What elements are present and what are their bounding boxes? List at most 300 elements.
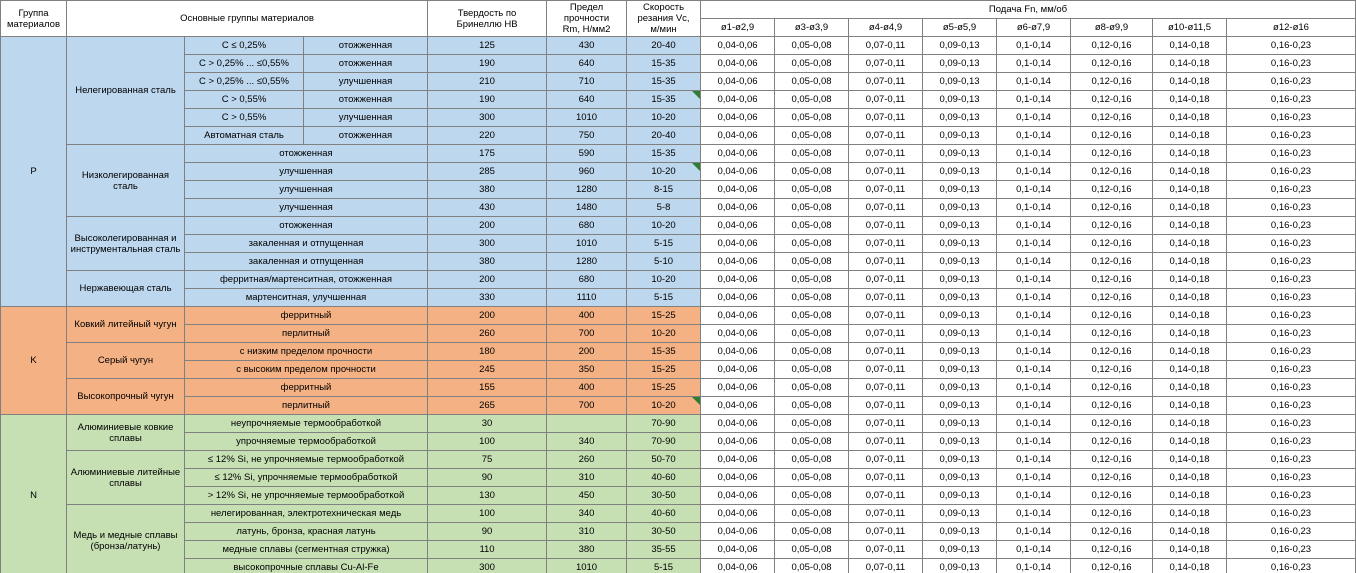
- brinell-hardness-value: 200: [428, 307, 547, 325]
- feed-value-col-2: 0,05-0,08: [775, 163, 849, 181]
- feed-value-col-2: 0,05-0,08: [775, 235, 849, 253]
- feed-value-col-6: 0,12-0,16: [1071, 109, 1153, 127]
- feed-value-col-3: 0,07-0,11: [849, 397, 923, 415]
- material-condition-secondary: отожженная: [304, 127, 428, 145]
- feed-value-col-4: 0,09-0,13: [923, 487, 997, 505]
- cutting-speed-value: 5-8: [627, 199, 701, 217]
- cutting-speed-value: 35-55: [627, 541, 701, 559]
- feed-value-col-5: 0,1-0,14: [997, 523, 1071, 541]
- cutting-speed-value: 70-90: [627, 415, 701, 433]
- feed-value-col-2: 0,05-0,08: [775, 307, 849, 325]
- feed-value-col-4: 0,09-0,13: [923, 73, 997, 91]
- feed-value-col-6: 0,12-0,16: [1071, 271, 1153, 289]
- feed-value-col-6: 0,12-0,16: [1071, 415, 1153, 433]
- feed-value-col-2: 0,05-0,08: [775, 199, 849, 217]
- feed-value-col-7: 0,14-0,18: [1153, 523, 1227, 541]
- feed-value-col-2: 0,05-0,08: [775, 559, 849, 573]
- feed-value-col-1: 0,04-0,06: [701, 433, 775, 451]
- feed-value-col-5: 0,1-0,14: [997, 145, 1071, 163]
- header-tensile-strength: [547, 1, 627, 37]
- table-row: [1, 559, 1356, 573]
- table-row: [1, 325, 1356, 343]
- feed-value-col-4: 0,09-0,13: [923, 307, 997, 325]
- table-row: [1, 469, 1356, 487]
- feed-value-col-7: 0,14-0,18: [1153, 469, 1227, 487]
- tensile-strength-value: 200: [547, 343, 627, 361]
- material-subgroup-name: Нержавеющая сталь: [67, 271, 185, 307]
- feed-value-col-2: 0,05-0,08: [775, 433, 849, 451]
- material-condition-primary: C ≤ 0,25%: [185, 37, 304, 55]
- feed-value-col-1: 0,04-0,06: [701, 541, 775, 559]
- feed-value-col-3: 0,07-0,11: [849, 109, 923, 127]
- feed-value-col-4: 0,09-0,13: [923, 451, 997, 469]
- table-row: [1, 145, 1356, 163]
- feed-value-col-5: 0,1-0,14: [997, 217, 1071, 235]
- brinell-hardness-value: 300: [428, 235, 547, 253]
- feed-value-col-8: 0,16-0,23: [1227, 523, 1356, 541]
- tensile-strength-value: 400: [547, 379, 627, 397]
- material-condition-primary: закаленная и отпущенная: [185, 253, 428, 271]
- feed-value-col-4: 0,09-0,13: [923, 523, 997, 541]
- table-row: [1, 433, 1356, 451]
- material-condition-secondary: отожженная: [304, 55, 428, 73]
- feed-value-col-5: 0,1-0,14: [997, 469, 1071, 487]
- feed-value-col-3: 0,07-0,11: [849, 343, 923, 361]
- brinell-hardness-value: 285: [428, 163, 547, 181]
- table-row: [1, 181, 1356, 199]
- tensile-strength-value: 350: [547, 361, 627, 379]
- header-material-group-line1: Группа: [18, 7, 49, 19]
- feed-value-col-3: 0,07-0,11: [849, 415, 923, 433]
- feed-value-col-8: 0,16-0,23: [1227, 559, 1356, 573]
- brinell-hardness-value: 130: [428, 487, 547, 505]
- feed-value-col-1: 0,04-0,06: [701, 127, 775, 145]
- feed-value-col-4: 0,09-0,13: [923, 505, 997, 523]
- feed-value-col-1: 0,04-0,06: [701, 37, 775, 55]
- feed-value-col-4: 0,09-0,13: [923, 325, 997, 343]
- feed-value-col-1: 0,04-0,06: [701, 469, 775, 487]
- brinell-hardness-value: 220: [428, 127, 547, 145]
- cutting-speed-value: 70-90: [627, 433, 701, 451]
- table-row: [1, 217, 1356, 235]
- material-condition-primary: перлитный: [185, 397, 428, 415]
- brinell-hardness-value: 300: [428, 559, 547, 573]
- cutting-speed-value: 15-35: [627, 91, 701, 109]
- feed-value-col-3: 0,07-0,11: [849, 181, 923, 199]
- feed-value-col-2: 0,05-0,08: [775, 361, 849, 379]
- feed-value-col-4: 0,09-0,13: [923, 433, 997, 451]
- feed-value-col-3: 0,07-0,11: [849, 271, 923, 289]
- header-feed-col-7: ø10-ø11,5: [1153, 19, 1227, 37]
- material-condition-secondary: отожженная: [304, 37, 428, 55]
- cutting-speed-value: 10-20: [627, 397, 701, 415]
- feed-value-col-6: 0,12-0,16: [1071, 37, 1153, 55]
- feed-value-col-6: 0,12-0,16: [1071, 217, 1153, 235]
- tensile-strength-value: 1010: [547, 109, 627, 127]
- feed-value-col-8: 0,16-0,23: [1227, 271, 1356, 289]
- feed-value-col-5: 0,1-0,14: [997, 307, 1071, 325]
- feed-value-col-8: 0,16-0,23: [1227, 199, 1356, 217]
- table-row: [1, 505, 1356, 523]
- table-row: [1, 487, 1356, 505]
- feed-value-col-4: 0,09-0,13: [923, 469, 997, 487]
- material-condition-primary: ферритный: [185, 379, 428, 397]
- feed-value-col-1: 0,04-0,06: [701, 307, 775, 325]
- feed-value-col-7: 0,14-0,18: [1153, 559, 1227, 573]
- table-row: [1, 541, 1356, 559]
- feed-value-col-1: 0,04-0,06: [701, 55, 775, 73]
- material-condition-primary: с низким пределом прочности: [185, 343, 428, 361]
- header-cutting-speed: [627, 1, 701, 37]
- feed-value-col-5: 0,1-0,14: [997, 361, 1071, 379]
- cutting-speed-value: 15-25: [627, 307, 701, 325]
- brinell-hardness-value: 380: [428, 181, 547, 199]
- feed-value-col-6: 0,12-0,16: [1071, 541, 1153, 559]
- feed-value-col-7: 0,14-0,18: [1153, 199, 1227, 217]
- feed-value-col-5: 0,1-0,14: [997, 37, 1071, 55]
- feed-value-col-3: 0,07-0,11: [849, 361, 923, 379]
- feed-value-col-3: 0,07-0,11: [849, 145, 923, 163]
- feed-value-col-5: 0,1-0,14: [997, 325, 1071, 343]
- table-row: [1, 91, 1356, 109]
- feed-value-col-7: 0,14-0,18: [1153, 325, 1227, 343]
- tensile-strength-value: 750: [547, 127, 627, 145]
- material-condition-primary: ферритная/мартенситная, отожженная: [185, 271, 428, 289]
- feed-value-col-1: 0,04-0,06: [701, 73, 775, 91]
- feed-value-col-6: 0,12-0,16: [1071, 289, 1153, 307]
- feed-value-col-2: 0,05-0,08: [775, 253, 849, 271]
- cutting-speed-value: 15-35: [627, 55, 701, 73]
- feed-value-col-5: 0,1-0,14: [997, 289, 1071, 307]
- cutting-speed-value: 10-20: [627, 217, 701, 235]
- feed-value-col-8: 0,16-0,23: [1227, 433, 1356, 451]
- feed-value-col-6: 0,12-0,16: [1071, 235, 1153, 253]
- brinell-hardness-value: 200: [428, 271, 547, 289]
- feed-value-col-1: 0,04-0,06: [701, 325, 775, 343]
- table-row: [1, 271, 1356, 289]
- header-vc-line1: Скорость: [643, 2, 685, 13]
- material-condition-primary: C > 0,55%: [185, 91, 304, 109]
- feed-value-col-8: 0,16-0,23: [1227, 415, 1356, 433]
- feed-value-col-2: 0,05-0,08: [775, 145, 849, 163]
- feed-value-col-4: 0,09-0,13: [923, 289, 997, 307]
- header-feed-col-8: ø12-ø16: [1227, 19, 1356, 37]
- cutting-speed-value: 15-35: [627, 343, 701, 361]
- tensile-strength-value: 710: [547, 73, 627, 91]
- cutting-speed-value: 15-35: [627, 73, 701, 91]
- brinell-hardness-value: 175: [428, 145, 547, 163]
- material-subgroup-name: Высоколегированная и инструментальная сталь: [67, 217, 185, 271]
- material-subgroup-name: Серый чугун: [67, 343, 185, 379]
- material-condition-primary: перлитный: [185, 325, 428, 343]
- feed-value-col-2: 0,05-0,08: [775, 397, 849, 415]
- cutting-speed-value: 15-25: [627, 361, 701, 379]
- material-subgroup-name: Медь и медные сплавы (бронза/латунь): [67, 505, 185, 573]
- feed-value-col-7: 0,14-0,18: [1153, 451, 1227, 469]
- feed-value-col-2: 0,05-0,08: [775, 469, 849, 487]
- feed-value-col-2: 0,05-0,08: [775, 271, 849, 289]
- feed-value-col-4: 0,09-0,13: [923, 271, 997, 289]
- feed-value-col-6: 0,12-0,16: [1071, 523, 1153, 541]
- feed-value-col-5: 0,1-0,14: [997, 505, 1071, 523]
- table-row: [1, 451, 1356, 469]
- feed-value-col-8: 0,16-0,23: [1227, 379, 1356, 397]
- feed-value-col-6: 0,12-0,16: [1071, 559, 1153, 573]
- feed-value-col-5: 0,1-0,14: [997, 55, 1071, 73]
- feed-value-col-8: 0,16-0,23: [1227, 451, 1356, 469]
- feed-value-col-3: 0,07-0,11: [849, 289, 923, 307]
- tensile-strength-value: 700: [547, 397, 627, 415]
- feed-value-col-8: 0,16-0,23: [1227, 397, 1356, 415]
- feed-value-col-2: 0,05-0,08: [775, 37, 849, 55]
- feed-value-col-7: 0,14-0,18: [1153, 433, 1227, 451]
- feed-value-col-6: 0,12-0,16: [1071, 397, 1153, 415]
- feed-value-col-7: 0,14-0,18: [1153, 307, 1227, 325]
- header-rm-line2: прочности: [563, 13, 610, 24]
- feed-value-col-3: 0,07-0,11: [849, 235, 923, 253]
- tensile-strength-value: 260: [547, 451, 627, 469]
- cutting-speed-value: 30-50: [627, 523, 701, 541]
- feed-value-col-8: 0,16-0,23: [1227, 91, 1356, 109]
- table-row: [1, 73, 1356, 91]
- material-condition-primary: улучшенная: [185, 163, 428, 181]
- material-condition-primary: C > 0,25% ... ≤0,55%: [185, 73, 304, 91]
- feed-value-col-7: 0,14-0,18: [1153, 181, 1227, 199]
- feed-value-col-4: 0,09-0,13: [923, 217, 997, 235]
- table-row: [1, 235, 1356, 253]
- feed-value-col-1: 0,04-0,06: [701, 91, 775, 109]
- material-subgroup-name: Ковкий литейный чугун: [67, 307, 185, 343]
- header-feed-col-4: ø5-ø5,9: [923, 19, 997, 37]
- feed-value-col-4: 0,09-0,13: [923, 343, 997, 361]
- cutting-speed-value: 20-40: [627, 127, 701, 145]
- brinell-hardness-value: 180: [428, 343, 547, 361]
- feed-value-col-8: 0,16-0,23: [1227, 73, 1356, 91]
- feed-value-col-3: 0,07-0,11: [849, 37, 923, 55]
- cutting-speed-value: 40-60: [627, 505, 701, 523]
- feed-value-col-3: 0,07-0,11: [849, 325, 923, 343]
- feed-value-col-6: 0,12-0,16: [1071, 343, 1153, 361]
- feed-value-col-2: 0,05-0,08: [775, 55, 849, 73]
- feed-value-col-2: 0,05-0,08: [775, 415, 849, 433]
- feed-value-col-6: 0,12-0,16: [1071, 361, 1153, 379]
- material-condition-secondary: улучшенная: [304, 73, 428, 91]
- feed-value-col-1: 0,04-0,06: [701, 271, 775, 289]
- header-feed-col-5: ø6-ø7,9: [997, 19, 1071, 37]
- feed-value-col-6: 0,12-0,16: [1071, 469, 1153, 487]
- feed-value-col-2: 0,05-0,08: [775, 451, 849, 469]
- feed-value-col-6: 0,12-0,16: [1071, 325, 1153, 343]
- tensile-strength-value: 1010: [547, 559, 627, 573]
- feed-value-col-7: 0,14-0,18: [1153, 361, 1227, 379]
- brinell-hardness-value: 200: [428, 217, 547, 235]
- material-condition-primary: латунь, бронза, красная латунь: [185, 523, 428, 541]
- material-condition-primary: закаленная и отпущенная: [185, 235, 428, 253]
- brinell-hardness-value: 300: [428, 109, 547, 127]
- brinell-hardness-value: 210: [428, 73, 547, 91]
- feed-value-col-7: 0,14-0,18: [1153, 271, 1227, 289]
- feed-value-col-2: 0,05-0,08: [775, 91, 849, 109]
- feed-value-col-8: 0,16-0,23: [1227, 127, 1356, 145]
- cutting-speed-value: 10-20: [627, 271, 701, 289]
- feed-value-col-4: 0,09-0,13: [923, 109, 997, 127]
- material-condition-primary: > 12% Si, не упрочняемые термообработкой: [185, 487, 428, 505]
- feed-value-col-8: 0,16-0,23: [1227, 109, 1356, 127]
- tensile-strength-value: 1480: [547, 199, 627, 217]
- feed-value-col-1: 0,04-0,06: [701, 109, 775, 127]
- brinell-hardness-value: 430: [428, 199, 547, 217]
- tensile-strength-value: 1280: [547, 181, 627, 199]
- feed-value-col-2: 0,05-0,08: [775, 289, 849, 307]
- feed-value-col-1: 0,04-0,06: [701, 523, 775, 541]
- feed-value-col-3: 0,07-0,11: [849, 451, 923, 469]
- material-condition-primary: упрочняемые термообработкой: [185, 433, 428, 451]
- feed-value-col-3: 0,07-0,11: [849, 487, 923, 505]
- tensile-strength-value: 430: [547, 37, 627, 55]
- brinell-hardness-value: 125: [428, 37, 547, 55]
- feed-value-col-4: 0,09-0,13: [923, 145, 997, 163]
- tensile-strength-value: 680: [547, 217, 627, 235]
- feed-value-col-2: 0,05-0,08: [775, 325, 849, 343]
- feed-value-col-8: 0,16-0,23: [1227, 469, 1356, 487]
- feed-value-col-3: 0,07-0,11: [849, 559, 923, 573]
- cutting-speed-value: 15-35: [627, 145, 701, 163]
- feed-value-col-6: 0,12-0,16: [1071, 199, 1153, 217]
- feed-value-col-1: 0,04-0,06: [701, 235, 775, 253]
- cutting-speed-value: 8-15: [627, 181, 701, 199]
- feed-value-col-7: 0,14-0,18: [1153, 55, 1227, 73]
- tensile-strength-value: 700: [547, 325, 627, 343]
- feed-value-col-6: 0,12-0,16: [1071, 505, 1153, 523]
- brinell-hardness-value: 190: [428, 55, 547, 73]
- feed-value-col-7: 0,14-0,18: [1153, 415, 1227, 433]
- feed-value-col-7: 0,14-0,18: [1153, 487, 1227, 505]
- feed-value-col-4: 0,09-0,13: [923, 235, 997, 253]
- feed-value-col-7: 0,14-0,18: [1153, 37, 1227, 55]
- feed-value-col-2: 0,05-0,08: [775, 523, 849, 541]
- feed-value-col-4: 0,09-0,13: [923, 397, 997, 415]
- table-row: [1, 397, 1356, 415]
- feed-value-col-3: 0,07-0,11: [849, 199, 923, 217]
- feed-value-col-5: 0,1-0,14: [997, 559, 1071, 573]
- material-subgroup-name: Алюминиевые литейные сплавы: [67, 451, 185, 505]
- material-subgroup-name: Нелегированная сталь: [67, 37, 185, 145]
- feed-value-col-8: 0,16-0,23: [1227, 163, 1356, 181]
- feed-value-col-6: 0,12-0,16: [1071, 433, 1153, 451]
- feed-value-col-6: 0,12-0,16: [1071, 55, 1153, 73]
- feed-value-col-5: 0,1-0,14: [997, 415, 1071, 433]
- feed-value-col-5: 0,1-0,14: [997, 163, 1071, 181]
- feed-value-col-5: 0,1-0,14: [997, 271, 1071, 289]
- cutting-speed-value: 5-15: [627, 289, 701, 307]
- tensile-strength-value: 340: [547, 433, 627, 451]
- feed-value-col-2: 0,05-0,08: [775, 73, 849, 91]
- table-body: [1, 37, 1356, 573]
- feed-value-col-1: 0,04-0,06: [701, 253, 775, 271]
- feed-value-col-8: 0,16-0,23: [1227, 361, 1356, 379]
- material-condition-primary: мартенситная, улучшенная: [185, 289, 428, 307]
- table-row: [1, 289, 1356, 307]
- feed-value-col-4: 0,09-0,13: [923, 541, 997, 559]
- feed-value-col-6: 0,12-0,16: [1071, 91, 1153, 109]
- header-brinell-line2: Бринеллю HB: [456, 18, 518, 30]
- header-material-group-line2: материалов: [7, 18, 60, 30]
- feed-value-col-6: 0,12-0,16: [1071, 379, 1153, 397]
- feed-value-col-4: 0,09-0,13: [923, 559, 997, 573]
- feed-value-col-5: 0,1-0,14: [997, 73, 1071, 91]
- feed-value-col-3: 0,07-0,11: [849, 307, 923, 325]
- table-row: [1, 361, 1356, 379]
- cutting-speed-value: 5-15: [627, 559, 701, 573]
- material-condition-primary: нелегированная, электротехническая медь: [185, 505, 428, 523]
- feed-value-col-5: 0,1-0,14: [997, 91, 1071, 109]
- feed-value-col-5: 0,1-0,14: [997, 487, 1071, 505]
- brinell-hardness-value: 110: [428, 541, 547, 559]
- feed-value-col-1: 0,04-0,06: [701, 199, 775, 217]
- feed-value-col-1: 0,04-0,06: [701, 163, 775, 181]
- table-row: [1, 127, 1356, 145]
- feed-value-col-6: 0,12-0,16: [1071, 145, 1153, 163]
- feed-value-col-6: 0,12-0,16: [1071, 451, 1153, 469]
- feed-value-col-2: 0,05-0,08: [775, 505, 849, 523]
- table-row: [1, 109, 1356, 127]
- feed-value-col-3: 0,07-0,11: [849, 469, 923, 487]
- tensile-strength-value: [547, 415, 627, 433]
- table-row: [1, 523, 1356, 541]
- cutting-speed-value: 50-70: [627, 451, 701, 469]
- cutting-speed-value: 20-40: [627, 37, 701, 55]
- feed-value-col-5: 0,1-0,14: [997, 379, 1071, 397]
- feed-value-col-6: 0,12-0,16: [1071, 487, 1153, 505]
- tensile-strength-value: 640: [547, 55, 627, 73]
- table-row: [1, 163, 1356, 181]
- feed-value-col-8: 0,16-0,23: [1227, 505, 1356, 523]
- feed-value-col-5: 0,1-0,14: [997, 253, 1071, 271]
- tensile-strength-value: 340: [547, 505, 627, 523]
- feed-value-col-1: 0,04-0,06: [701, 343, 775, 361]
- material-condition-primary: ≤ 12% Si, не упрочняемые термообработкой: [185, 451, 428, 469]
- feed-value-col-2: 0,05-0,08: [775, 109, 849, 127]
- cutting-speed-value: 5-10: [627, 253, 701, 271]
- feed-value-col-1: 0,04-0,06: [701, 415, 775, 433]
- tensile-strength-value: 1110: [547, 289, 627, 307]
- feed-value-col-6: 0,12-0,16: [1071, 181, 1153, 199]
- feed-value-col-1: 0,04-0,06: [701, 379, 775, 397]
- feed-value-col-4: 0,09-0,13: [923, 55, 997, 73]
- material-condition-primary: Автоматная сталь: [185, 127, 304, 145]
- material-condition-secondary: улучшенная: [304, 109, 428, 127]
- feed-value-col-8: 0,16-0,23: [1227, 217, 1356, 235]
- feed-value-col-8: 0,16-0,23: [1227, 541, 1356, 559]
- header-rm-line3: Rm, Н/мм2: [562, 24, 611, 35]
- feed-value-col-8: 0,16-0,23: [1227, 37, 1356, 55]
- feed-value-col-7: 0,14-0,18: [1153, 289, 1227, 307]
- feed-value-col-5: 0,1-0,14: [997, 451, 1071, 469]
- header-feed-col-2: ø3-ø3,9: [775, 19, 849, 37]
- feed-value-col-2: 0,05-0,08: [775, 343, 849, 361]
- feed-value-col-5: 0,1-0,14: [997, 541, 1071, 559]
- tensile-strength-value: 400: [547, 307, 627, 325]
- feed-value-col-2: 0,05-0,08: [775, 217, 849, 235]
- header-material-group: [1, 1, 67, 37]
- tensile-strength-value: 960: [547, 163, 627, 181]
- feed-value-col-4: 0,09-0,13: [923, 415, 997, 433]
- table-row: [1, 55, 1356, 73]
- cutting-speed-value: 15-25: [627, 379, 701, 397]
- tensile-strength-value: 640: [547, 91, 627, 109]
- feed-value-col-4: 0,09-0,13: [923, 253, 997, 271]
- feed-value-col-4: 0,09-0,13: [923, 361, 997, 379]
